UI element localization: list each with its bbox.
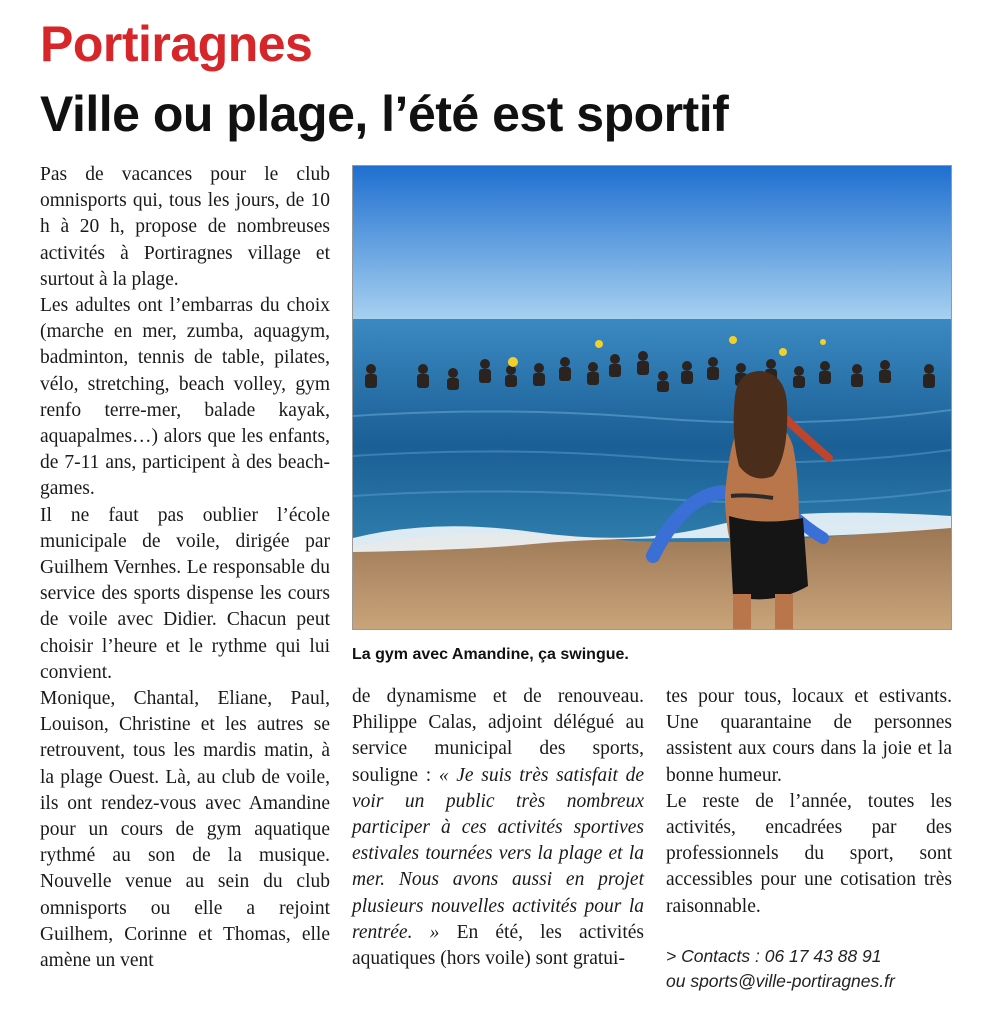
paragraph-calas (352, 684, 644, 972)
paragraph-adultes: Les adultes ont l’embarras du choix (marche en mer, zumba, aquagym, badminton, tennis de table, pilates, vélo, stretching, beach volley, gym renfo terre-mer, balade kayak, aquapalmes…) alors que les enfants, de 7-11 ans, participent à des beach-games. (40, 295, 330, 500)
article-column-3 (666, 684, 952, 920)
paragraph-reste-annee: Le reste de l’année, toutes les activités, encadrées par des professionnels du sport, sont accessibles pour une cotisation très raisonnable. (666, 790, 952, 917)
paragraph-voile: Il ne faut pas oublier l’école municipale de voile, dirigée par Guilhem Vernhes. Le responsable du service des sports dispense les cours de voile avec Didier. Chacun peut choisir l’heure et le rythme qui lui convient. (40, 504, 330, 683)
article-column-1 (40, 162, 330, 974)
beach-photo (352, 165, 952, 630)
contacts-phone: > Contacts : 06 17 43 88 91 (666, 946, 882, 966)
calas-outro: En été, les activités aquatiques (hors voile) sont gratui- (352, 921, 644, 970)
beach-photo-illustration (353, 166, 951, 629)
photo-caption: La gym avec Amandine, ça swingue. (352, 646, 629, 663)
calas-intro: de dynamisme et de renouveau. Philippe Calas, adjoint délégué au service municipal des sports, souligne : (352, 686, 644, 786)
article-headline: Ville ou plage, l’été est sportif (40, 86, 729, 142)
paragraph-monique: Monique, Chantal, Eliane, Paul, Louison, Christine et les autres se retrouvent, tous les mardis matin, à la plage Ouest. Là, au club de voile, ils ont rendez-vous avec Amandine pour un cours de gym aquatique rythmé au son de la musique. Nouvelle venue au sein du club omnisports ou elle a rejoint Guilhem, Corinne et Thomas, elle amène un vent (40, 688, 330, 972)
contacts-block (666, 944, 956, 994)
article-kicker: Portiragnes (40, 16, 313, 72)
calas-quote: « Je suis très satisfait de voir un public très nombreux participer à ces activités sportives estivales tournées vers la plage et la mer. Nous avons aussi en projet plusieurs nouvelles activités pour la rentrée. » (352, 764, 645, 943)
paragraph-intro: Pas de vacances pour le club omnisports qui, tous les jours, de 10 h à 20 h, propose de nombreuses activités à Portiragnes village et surtout à la plage. (40, 164, 330, 290)
contacts-email[interactable]: ou sports@ville-portiragnes.fr (666, 971, 895, 991)
paragraph-gratuites: tes pour tous, locaux et estivants. Une quarantaine de personnes assistent aux cours dans la joie et la bonne humeur. (666, 686, 952, 786)
article-column-2 (352, 684, 644, 972)
